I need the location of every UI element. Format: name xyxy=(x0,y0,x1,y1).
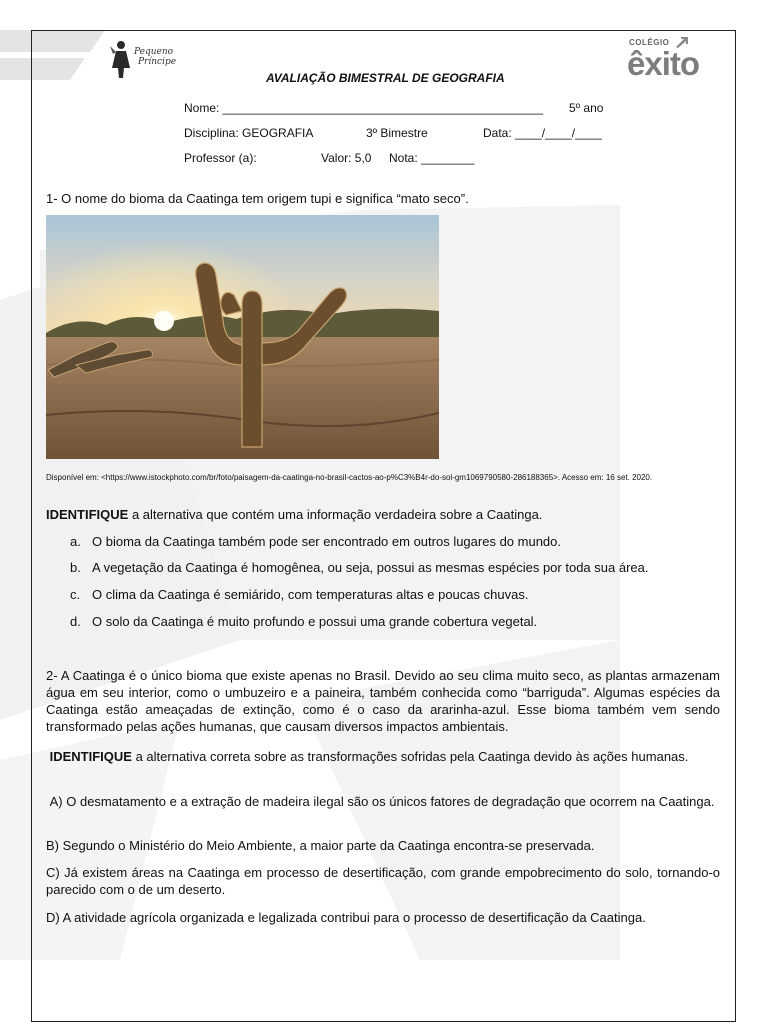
name-field: Nome: ________________________________________________ xyxy=(184,101,544,115)
grade-label: 5º ano xyxy=(569,101,604,115)
option-text: O clima da Caatinga é semiárido, com temperaturas altas e poucas chuvas. xyxy=(92,587,529,602)
instruction-keyword: IDENTIFIQUE xyxy=(46,507,129,522)
option-letter: a. xyxy=(70,534,81,549)
subject-label: Disciplina: GEOGRAFIA xyxy=(184,126,314,140)
option-text: O bioma da Caatinga também pode ser encontrado em outros lugares do mundo. xyxy=(92,534,561,549)
caatinga-photo xyxy=(46,215,439,459)
exito-logo-text: êxito xyxy=(627,45,700,82)
teacher-field: Professor (a): xyxy=(184,151,257,165)
option-A xyxy=(46,793,720,810)
option-C: C) Já existem áreas na Caatinga em processo de desertificação, com grande empobrecimento do solo, tornando-o parecido com o de um deserto. xyxy=(46,865,720,897)
instruction-text: a alternativa correta sobre as transformações sofridas pela Caatinga devido às ações humanas. xyxy=(131,749,689,764)
option-text: A vegetação da Caatinga é homogênea, ou seja, possui as mesmas espécies por toda sua área. xyxy=(92,560,649,575)
instruction-text: a alternativa que contém uma informação verdadeira sobre a Caatinga. xyxy=(128,507,543,522)
value-label: Valor: 5,0 xyxy=(321,151,372,165)
term-label: 3º Bimestre xyxy=(366,126,428,140)
option-text: O solo da Caatinga é muito profundo e possui uma grande cobertura vegetal. xyxy=(92,614,538,629)
option-B: B) Segundo o Ministério do Meio Ambiente, a maior parte da Caatinga encontra-se preservada. xyxy=(46,838,595,853)
exito-logo xyxy=(622,36,730,84)
question-1-statement: 1- O nome do bioma da Caatinga tem origem tupi e significa “mato seco”. xyxy=(46,191,469,206)
image-source-caption: Disponível em: <https://www.istockphoto.com/br/foto/paisagem-da-caatinga-no-brasil-cactos-ao-p%C3%B4r-do-sol-gm1069790580-286188365>. Acesso em: 16 set. 2020. xyxy=(46,473,653,482)
option-letter: b. xyxy=(70,560,81,575)
question-2-statement: 2- A Caatinga é o único bioma que existe apenas no Brasil. Devido ao seu clima muito seco, as plantas armazenam água em seu interior, como o umbuzeiro e a paineira, também conhecida como “barriguda”. Algumas espécies da Caatinga estão ameaçadas de extinção, como é o caso da ararinha-azul. Esse bioma também vem sendo transformado pelas ações humanas, que causam diversos impactos ambientais. xyxy=(46,668,720,734)
option-letter: c. xyxy=(70,587,81,602)
school-logo-text: Pequeno xyxy=(134,47,174,57)
option-text: A) O desmatamento e a extração de madeira ilegal são os únicos fatores de degradação que ocorrem na Caatinga. xyxy=(49,794,715,809)
question-2-instruction xyxy=(46,748,720,765)
exam-title: AVALIAÇÃO BIMESTRAL DE GEOGRAFIA xyxy=(266,71,505,85)
question-1-instruction xyxy=(46,506,720,523)
option-D: D) A atividade agrícola organizada e legalizada contribui para o processo de desertificação da Caatinga. xyxy=(46,910,646,925)
date-field: Data: ____/____/____ xyxy=(483,126,602,140)
school-logo xyxy=(108,38,188,80)
instruction-keyword: IDENTIFIQUE xyxy=(49,749,132,764)
exito-logo-small: COLÉGIO xyxy=(629,38,670,47)
school-logo-text-2: Príncipe xyxy=(138,57,177,67)
option-letter: d. xyxy=(70,614,81,629)
grade-field: Nota: ________ xyxy=(389,151,475,165)
prince-figure-icon xyxy=(108,38,134,80)
